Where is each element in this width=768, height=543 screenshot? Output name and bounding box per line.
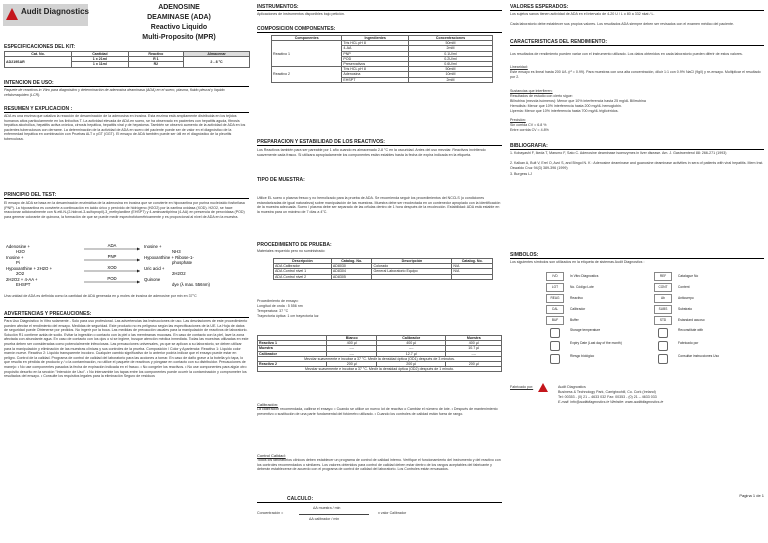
document-title <box>104 3 254 43</box>
precision-title: Precisión: <box>510 118 526 122</box>
assay-cell: 200 µl <box>327 362 377 367</box>
qc-heading: Control Calidad: <box>257 453 286 458</box>
equation-right-2: NH3 <box>172 249 181 254</box>
arrow-head-icon <box>137 281 140 284</box>
assay-col-sample: Muestra <box>446 336 502 341</box>
expected-text-1: Los sujetos sanos tienen actividad de ADA en el intervalo de 4-20 U / L o 80 a 332 nkat / L. <box>510 12 655 16</box>
interference-item: Lipemia: Menor que 10% interferencia hasta 700 mg/dL triglicéridos. <box>510 109 619 113</box>
comp-concentration: 50mM <box>408 67 492 72</box>
assay-cell: Reactivo 1 <box>258 341 327 346</box>
comp-ingredient: Tris HCL pH 8 <box>342 67 409 72</box>
preparation-text: Los Reactivos también para ser pareable por 1 año cuando es almacenado 2-8 °C en la oscuridad. Antes del uso mezclar. Reactivos invirtiendo suavemente cada frasco. Si utilizara apropiadamente los componentes están estables hasta la fecha de expira indicada en la etiqueta. <box>257 148 486 157</box>
instruments-heading: INSTRUMENTOS: <box>257 4 502 11</box>
composition-heading: COMPOSICION COMPONENTES: <box>257 26 502 33</box>
book-icon <box>658 354 668 364</box>
mat-cell: N/A <box>452 269 493 274</box>
symbol-label: Buffer <box>570 318 579 322</box>
equation-enzyme: XOD <box>107 265 117 270</box>
arrow-head-icon <box>137 270 140 273</box>
mat-col-cat2: Catalog. No. <box>452 259 493 264</box>
equation-left-2: 2O2 <box>16 271 25 276</box>
assay-table <box>257 335 502 372</box>
assay-cell: 200 µl <box>446 362 502 367</box>
equation-enzyme: ADA <box>107 243 117 248</box>
symbol-label: Substrato <box>678 307 693 311</box>
assay-col-calibrator: Calibrador <box>377 336 446 341</box>
comp-concentration: 0.2U/ml <box>408 56 492 61</box>
symbol-subs-icon: SUBS <box>654 305 672 314</box>
assay-cell: 400 µl <box>446 341 502 346</box>
comp-ingredient: POD <box>342 56 409 61</box>
mat-col-desc2: Descripción <box>372 259 452 264</box>
warnings-heading: ADVERTENCIAS Y PRECAUCIONES: <box>4 311 249 318</box>
symbol-label: Reconstitute with <box>678 328 704 332</box>
symbol-cont-icon: CONT <box>654 283 672 292</box>
mat-cell: AD8030 <box>331 264 372 269</box>
linearity-text: Este ensayo es lineal hasta 200 U/L (r² = 0.99). Para muestras con una alta concentración, diluir 1:1 con 0.9% NaCl (9g/l) y re-ensayo. Multiplicar el resultado por 2. <box>510 70 761 79</box>
assay-col-blank: Blanco <box>327 336 377 341</box>
mat-col-desc: Descripción <box>274 259 332 264</box>
kit-reagent-2: R2 <box>128 62 183 67</box>
equation-left-2: EHSPT <box>16 282 31 287</box>
kit-reagent-1: R 1 <box>128 57 183 62</box>
page-number: Pagina 1 de 1 <box>739 493 764 498</box>
kit-col-storage: Almacenar <box>184 52 250 57</box>
assay-cell: ---- <box>327 351 377 356</box>
precision-between: Entre corrida CV = 4.8% <box>510 128 549 132</box>
brand-logo <box>3 4 88 26</box>
mat-cell: Colorado <box>372 264 452 269</box>
column-2 <box>253 0 506 543</box>
symbol-label: Anticuerpo <box>678 296 694 300</box>
kit-qty-2: 1 x 11ml <box>72 62 129 67</box>
hourglass-icon <box>550 341 560 351</box>
comp-ingredient: Preservativos <box>342 62 409 67</box>
title-line-4: Multi-Proposito (MPR) <box>142 34 216 41</box>
mat-cell: General Laboratorio Equipo <box>372 269 452 274</box>
symbol-label: Catalogue No <box>678 274 699 278</box>
reaction-equations <box>4 243 249 291</box>
procedure-heading: PROCEDIMIENTO DE PRUEBA: <box>257 242 332 248</box>
intent-heading: INTENCION DE USO: <box>4 80 249 87</box>
comp-concentration: 50mM <box>408 41 492 46</box>
symbol-lot-icon: LOT <box>546 283 564 292</box>
symbol-buf-icon: BUF <box>546 316 564 325</box>
symbol-cal-icon: CAL <box>546 305 564 314</box>
equation-left: Inosine + <box>6 255 24 260</box>
symbol-label: No. Código Lote <box>570 285 594 289</box>
symbol-label: Consultar instrucciones Uso <box>678 354 720 358</box>
equation-left: Hypoxanthine + 2H2O + <box>6 266 53 271</box>
manufacturer-logo-icon <box>538 383 548 392</box>
mat-cell: N/A <box>452 264 493 269</box>
comp-col-concentration: Concentraciones <box>408 36 492 41</box>
assay-note-1: Mezclar suavemente e incubar a 37 °C. Medir la densidad óptica (OD1) después de 3 minutos. <box>258 356 502 361</box>
symbol-label: In Vitro Diagnostics <box>570 274 599 278</box>
interference-title: Sustancias que interfieren: <box>510 89 553 93</box>
calc-heading: CALCULO: <box>257 496 502 503</box>
principle-heading: PRINCIPIO DEL TEST: <box>4 192 249 199</box>
preparation-heading: PREPARACION Y ESTABILIDAD DE LOS REACTIVOS: <box>257 139 502 146</box>
param-path: Trayectoria óptica: 1 cm trayectoria luz <box>257 314 319 318</box>
comp-ingredient: Adenosina <box>342 72 409 77</box>
sample-heading: TIPO DE MUESTRA: <box>257 177 305 183</box>
qc-text: Todos los laboratorios clínicos deben establecer un programa de control de calidad interno. Verifique el funcionamiento del instrumento y del reactivo con los controles recomendados o similares. Los valores obtenidos para control de calidad deben estar dentro de los rangos aceptables del fabricante y deberán establecerse de acuerdo con el programa de control de calidad del laboratorio. Los Controles están envasados. <box>257 458 501 472</box>
kit-table <box>4 51 250 68</box>
kit-qty-1: 1 x 21ml <box>72 57 129 62</box>
procedure-subtitle: Materiales requerido pero no suministrado: <box>257 249 326 253</box>
comp-concentration: 0.6U/ml <box>408 62 492 67</box>
kit-storage: 2 - 8 °C <box>184 57 250 67</box>
principle-text: El ensayo de ADA se basa en la desaminación enzimática de la adenosina en inosina que se convierte en hipoxantina por purina nucleósido fosforilasa (PNP). La hipoxantina es convierte a continuación en ácido úrico y peróxido de hidrógeno (H2O2) por la xantina oxidasa (XOD). H2O2, se hace reaccionar adicionalmente con N-etil-N-(2-hidroxi-3-sulfopropil)-3_methylaniline (EHSPT) y 4-aminoantipirina (4-AA) en presencia de peroxidasa (POD) para generar colorante de quinona, la formación de que se puede medir espectrofotométricamente y es proporcional al nivel de ADA en la muestra. <box>4 201 245 219</box>
precision-within: Sin corrida CV = 6.8 % <box>510 123 547 127</box>
arrow-head-icon <box>137 259 140 262</box>
symbol-std-icon: STD <box>654 316 672 325</box>
factory-icon <box>658 341 668 351</box>
comp-concentration: 0.1U/ml <box>408 51 492 56</box>
symbol-label: Calibrador <box>570 307 586 311</box>
assay-cell: 200 µl <box>377 362 446 367</box>
bibliography-heading: BIBLIOGRAFIA: <box>510 143 764 150</box>
kit-col-qty: Cantidad <box>72 52 129 57</box>
assay-cell: ---- <box>327 346 377 351</box>
symbol-ivd-icon: IVD <box>546 272 564 281</box>
mat-cell: ADA Control nivel 2 <box>274 274 332 279</box>
calc-numerator: ΔA muestra / min <box>313 506 341 510</box>
sample-text: Utilice EL suero o plasma fresco y no hemolizado para la prueba de ADA. Se recomienda seguir los procedimientos del NCCLS (o condiciones estandarizadas de igual naturaleza) sobre manipulación de las muestras. Muestra debe ser recolectada en un contenedor apropiado con la identificación de la muestra adecuada. Suero / plasma debe ser separado de las células dentro de 1 hora después de la recolección. Estabilidad: ADA está estable en la muestra para un máximo de 7 días a 4°C. <box>257 196 501 214</box>
equation-right-2: dye (λ max. 556nm) <box>172 282 210 287</box>
principle-after: Una unidad de ADA es definida como la cantidad de ADA generada en µ moles de inosina de adenosine por min en 37°C <box>4 294 197 298</box>
assay-cell: 400 µl <box>327 341 377 346</box>
arrow-head-icon <box>137 248 140 251</box>
interference-item: Bilirubina (mezcla isómeros): Menor que 10% interferencia hasta 25 mg/dL Bilirrubina <box>510 99 646 103</box>
comp-concentration: 2mM <box>408 77 492 82</box>
assay-cell: ---- <box>377 346 446 351</box>
symbol-label: Content <box>678 285 690 289</box>
mat-col-cat: Catalog. No. <box>331 259 372 264</box>
calc-tail: x valor Calibrador <box>378 511 407 515</box>
mat-cell <box>452 274 493 279</box>
assay-cell: Reactivo 2 <box>258 362 327 367</box>
materials-table <box>273 258 493 280</box>
expected-text-2: Cada laboratorio debe establecer sus propios valores. Los resultados ADA siempre deben ser revisados con el examen médico del paciente. <box>510 22 734 26</box>
bibliography-item-2: 2. Kalkan A, Bult V, Erel O, Avci S, and Bingol N. K : Adenosine deaminase and guanosine deaminase activities in sera of patients with viral hepatitis. Mem Inst. Oswaldo Cruz 94(3) 389-396 (1999) <box>510 161 764 170</box>
manufacturer-address: Business & Technology Park, Carrigtwohill, Co. Cork (Ireland) <box>558 390 656 394</box>
manufacturer-label: Fabricado por: <box>510 385 534 389</box>
comp-col-ingredients: Ingredientes <box>342 36 409 41</box>
comp-concentration: 2mM <box>408 46 492 51</box>
symbol-label: Estandard acuoso <box>678 318 705 322</box>
symbols-grid <box>506 266 768 378</box>
comp-concentration: 10mM <box>408 72 492 77</box>
title-line-2: DEAMINASE (ADA) <box>147 14 211 21</box>
comp-group-1: Reactivo 1 <box>272 41 342 67</box>
symbol-label: Reactivo <box>570 296 583 300</box>
summary-heading: RESUMEN Y EXPLICACION : <box>4 106 249 113</box>
equation-enzyme: PNP <box>107 254 117 259</box>
equation-right: Quinone <box>144 277 161 282</box>
assay-note-2: Mezclar suavemente e incubar a 37 °C. Medir la densidad óptica (OD2) después de 1 minuto. <box>258 367 502 372</box>
comp-ingredient: Tris HCL pH 8 <box>342 41 409 46</box>
assay-cell: 400 µl <box>377 341 446 346</box>
title-line-1: ADENOSINE <box>158 4 200 11</box>
warnings-text: Para Uso Diagnóstico In Vitro solamente - Solo para uso profesional. Las advertencias las Instrucciones de uso. Las desviaciones de este procedimiento pueden afectar el rendimiento del ensayo. Medidas de seguridad. Este producto no es peligroso según las especificaciones de la UE. La Hoja de datos de seguridad puede Obtenerse por pedidos. No ingerir por la boca. Las medidas de precaución usuales para la manipulación de reactivos de laboratorio. Solución R1 contiene azida de sodio. Evitar la ingestión o contacto con la piel o las membranas mucosas. En caso de contacto con la piel, lave la zona afectada con abundante agua. En caso de contacto con los ojos o si se ingiere, busque atención médica inmediata. Todas las muestras utilizadas en este prueba deben ser consideradas como potencialmente infecciosas. Las precauciones universales, ya que se aplican a su laboratorio, se deben utilizar para la manipulación y eliminación de las muestras clínicas y sus controles de la prueba. Composición / Color y Apariencia: Reactivo 1: Líquido color marrón nueve. Reactivo 2: Líquido transparente incoloro. Cualquier cambio significativo de lo anterior podría indicar que el ensayo puede estar en peligro. Control de la calidad. Programa de control de calidad del laboratorio para las acciones a tomar. En caso de daño grave a la botella y/o tapa, lo que resulta en pérdida de producto y / o la contaminación, no utilice el paquete de reactivos y póngase en contacto con su distribuidor. Precauciones de manejo: • No use componentes pasados la fecha de expiración indicada en el frasco. • No congeler los reactivos. • No use componentes para algún otro propósito descrito en la sección "Intención de Uso". • No intercambie los tapas entre los componentes puede ocurrir la contaminación y comprometer los resultados del ensayo. • Consulte los requisitos legales para la eliminación Seguro de residuos <box>4 319 249 379</box>
symbol-ref-icon: REF <box>654 272 672 281</box>
bibliography-item-3: 3. Burgess LJ <box>510 172 532 176</box>
manufacturer-email: E-mail: info@auditdiagnostics.ie Website: www.auditdiagnostics.ie <box>558 400 664 404</box>
performance-intro: Los resultados de rendimiento pueden variar con el instrumento utilizado. Los datos obtenidos en cada laboratorio pueden diferir de estos valores. <box>510 52 743 56</box>
intent-text: Paquete de reactivos in Vitro para diagnóstico y determinación de adenosina deaminasa (ADA) en el suero, plasma, fluido pleural y líquido cefalorraquideo (LCR). <box>4 88 225 97</box>
equation-left-2: H2O <box>16 249 25 254</box>
params-title: Procedimiento de ensayo: <box>257 299 299 303</box>
comp-ingredient: 4-AA <box>342 46 409 51</box>
bibliography-item-1: 1. Kobayashi F, Ikeda T, Marumo F, Sato C. Adenosine deaminase isoenzymes in liver disease. Am. J. Gastroenterol 88: 266-271 (1993) <box>510 151 727 155</box>
assay-cell: Calibrador <box>258 351 327 356</box>
equation-right: Uric acid + <box>144 266 165 271</box>
symbol-label: Fabricado por <box>678 341 699 345</box>
equation-right: Hypoxanthine + Ribose-1- <box>144 255 194 260</box>
brand-name: Audit Diagnostics <box>21 7 90 16</box>
calc-denominator: ΔA calibrador / min <box>309 517 340 521</box>
linearity-title: Linearidad: <box>510 65 528 69</box>
equation-left: Adenosine + <box>6 244 31 249</box>
composition-table <box>271 35 493 83</box>
comp-group-2: Reactivo 2 <box>272 67 342 83</box>
symbols-intro: Los siguientes símbolos son utilizados en la etiqueta de sistemas Audit Diagnostics : <box>510 260 645 264</box>
equation-right-2: phosphate <box>172 260 193 265</box>
equation-left-2: Pi <box>16 260 20 265</box>
interference-item: Hemolisis: Menor que 10% interferencia hasta 200 mg/dL hemoglobin. <box>510 104 622 108</box>
calc-label: Concentración = <box>257 511 284 515</box>
equation-right-2: 2H2O2 <box>172 271 186 276</box>
calibration-heading: Calibración: <box>257 402 279 407</box>
assay-cell: ---- <box>446 351 502 356</box>
kit-col-reagent: Reactivo <box>128 52 183 57</box>
reconstitute-icon <box>658 328 668 338</box>
comp-ingredient: PNP <box>342 51 409 56</box>
assay-cell: 10.7 µl <box>446 346 502 351</box>
summary-text: ADA es una enzima que cataliza la reacción de desaminación de la adenosina en inosina. Esta enzima está ampliamente distribuida en los tejidos humanos altos particularmente en los linfocitos T. La actividad elevada de ADA en suero, se ha observado en pacientes con hepatitis aguda, fibrosis hepática alcohólica, hepatitis activa crónica, cirrosis hepática, hepatitis viral y de hepatoma. También se observó aumento de la actividad de ADA en los pacientes tuberculosos con derrame. La determinación de la actividad de ADA en suero del paciente puede ser de valor en el diagnóstico de la enfermedad hepática en combinación con Pruebas ALT o yGT (GGT). El ensayo de ADA también puede ser útil en el diagnóstico de la pleuritis tuberculosa. <box>4 114 246 141</box>
mat-cell: ADA Calibrador <box>274 264 332 269</box>
biohazard-icon <box>550 354 560 364</box>
comp-ingredient: EHSPT <box>342 77 409 82</box>
kit-col-cat: Cat. No. <box>5 52 72 57</box>
column-3 <box>506 0 768 543</box>
thermometer-icon <box>550 328 560 338</box>
symbol-label: Expiry Date (Last day of the month) <box>570 341 622 345</box>
equation-enzyme: POD <box>107 276 117 281</box>
symbol-reag-icon: REAG <box>546 294 564 303</box>
calibration-text: La calibración recomendada, calibrar el ensayo: • Cuando se utilice un nuevo lot de reactivo o Cambiar el número de lote. • Después de mantenimiento preventivo o sustitución de una parte fundamental del fotómetro utilizado. • Cuando los controles de calidad están fuera de rango. <box>257 407 498 416</box>
logo-triangle-icon <box>6 8 18 20</box>
title-line-3: Reactivo Liquido <box>150 24 208 31</box>
mat-cell: AD8304 <box>331 269 372 274</box>
column-1 <box>0 0 253 543</box>
assay-cell: 12.7 µl <box>377 351 446 356</box>
instruments-text: Aplicaciones de instrumentos disponibles bajo petición. <box>257 12 345 16</box>
assay-cell: Muestra <box>258 346 327 351</box>
symbols-heading: SIMBOLOS: <box>510 252 764 259</box>
equation-right: Inosine + <box>144 244 162 249</box>
kit-heading: ESPECIFICACIONES DEL KIT: <box>4 44 76 50</box>
expected-heading: VALORES ESPERADOS: <box>510 4 764 11</box>
mat-cell: AD8305 <box>331 274 372 279</box>
symbol-label: Riesgo biológico <box>570 354 595 358</box>
param-wavelength: Longitud de onda : 5 556 nm <box>257 304 303 308</box>
mat-cell <box>372 274 452 279</box>
manufacturer-tel: Tel: 00353 - (0) 21 – 4633 032 Fax: 00353 - (0) 21 – 4633 033 <box>558 395 657 399</box>
calc-fraction-bar <box>299 514 369 515</box>
kit-cat-no: AD219SAR <box>5 57 72 67</box>
comp-col-components: Componentes <box>272 36 342 41</box>
symbol-label: Storage temperature <box>570 328 601 332</box>
symbol-ab-icon: Ab <box>654 294 672 303</box>
param-temperature: Temperatura: 37 °C <box>257 309 289 313</box>
manufacturer-name: Audit Diagnostics <box>558 385 586 389</box>
equation-left: 2H2O2 + 4-AA + <box>6 277 38 282</box>
performance-heading: CARACTERISTICAS DEL RENDIMIENTO: <box>510 39 764 46</box>
mat-cell: ADA Control nivel 1 <box>274 269 332 274</box>
interference-lead: Resultados de estudio con cierto sigue: <box>510 94 573 98</box>
